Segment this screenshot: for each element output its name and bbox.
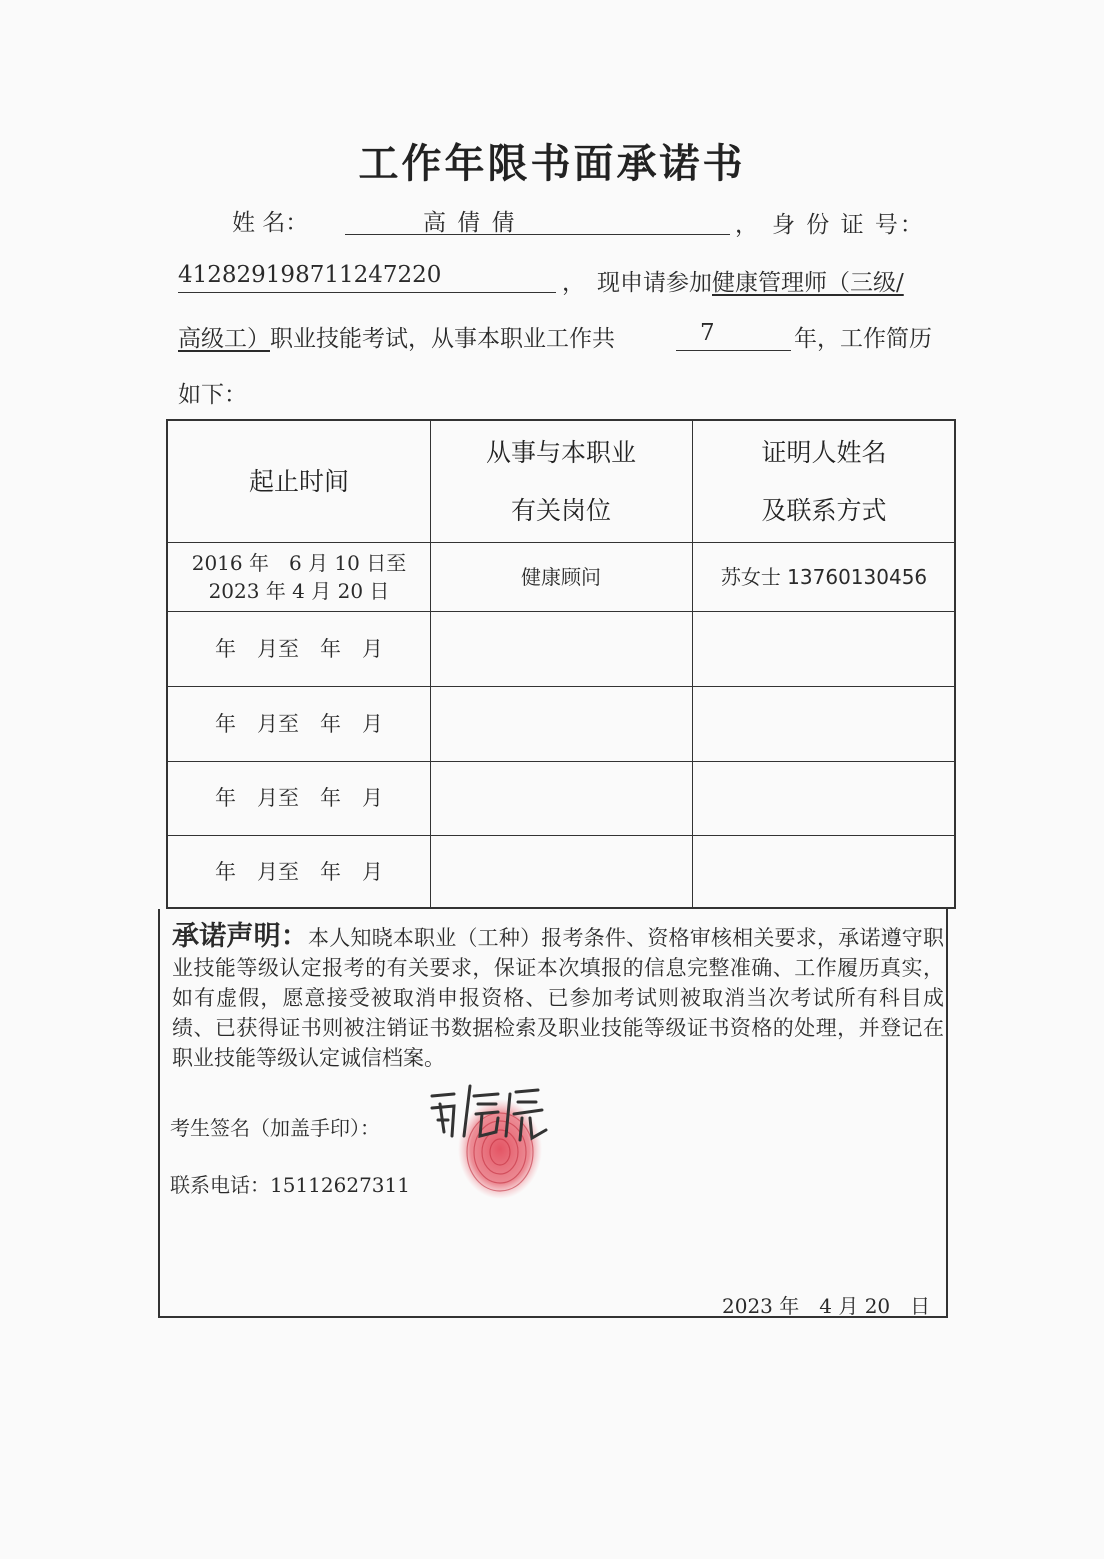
- table-row-2-witness: [692, 611, 956, 686]
- phone-value: 15112627311: [270, 1173, 410, 1197]
- as-follows-text: 如下：: [178, 382, 247, 408]
- table-row-3-period: 年 月至 年 月: [215, 711, 383, 736]
- years-value: 7: [700, 320, 715, 346]
- name-field: [345, 204, 730, 235]
- table-row-3-position: [430, 686, 692, 761]
- table-row-3-witness: [692, 686, 956, 761]
- exam-name-part2: 高级工）: [178, 326, 270, 352]
- declaration-date: 2023 年 4 月 20 日: [722, 1294, 931, 1318]
- header-witness-line2: 及联系方式: [761, 495, 887, 525]
- apply-line: [597, 264, 904, 297]
- period-line1: 2016 年 6 月 10 日至: [191, 550, 407, 575]
- table-row-2-position: [430, 611, 692, 686]
- table-row-4-witness: [692, 761, 956, 835]
- apply-text: 现申请参加: [597, 270, 712, 296]
- declaration-body: 本人知晓本职业（工种）报考条件、资格审核相关要求，承诺遵守职业技能等级认定报考的有关要求，保证本次填报的信息完整准确、工作履历真实，如有虚假，愿意接受被取消申报资格、已参加考试则被取消当次考试所有科目成绩、已获得证书则被注销证书数据检索及职业技能等级证书资格的处理，并登记在职业技能等级认定诚信档案。: [172, 926, 944, 1070]
- work-history-table: [166, 419, 956, 909]
- table-row-1-period: [168, 542, 430, 611]
- id-field: [178, 262, 556, 293]
- table-row-2-period: 年 月至 年 月: [215, 636, 383, 661]
- signature-label: 考生签名（加盖手印）：: [170, 1116, 380, 1140]
- exam-line: [178, 320, 615, 353]
- fingerprint-icon: [458, 1099, 542, 1199]
- header-position-line1: 从事与本职业: [485, 437, 636, 467]
- exam-name-part1: 健康管理师（三级/: [712, 270, 904, 296]
- name-label: 姓 名：: [232, 210, 309, 236]
- table-row-4-period: 年 月至 年 月: [215, 786, 383, 810]
- after-exam-text: 职业技能考试，从事本职业工作共: [270, 326, 615, 352]
- header-period: [168, 421, 430, 542]
- header-position: [430, 421, 692, 542]
- header-witness: [692, 421, 956, 542]
- name-line: [232, 204, 308, 237]
- name-value: 高 倩 倩: [423, 210, 517, 236]
- header-witness-line1: 证明人姓名: [761, 437, 887, 467]
- header-period-text: 起止时间: [248, 466, 349, 496]
- phone-label: 联系电话：: [170, 1173, 270, 1197]
- declaration-text: [172, 922, 944, 1073]
- table-row-5-witness: [692, 835, 956, 909]
- table-row-5-period: 年 月至 年 月: [215, 860, 383, 884]
- document-title: 工作年限书面承诺书: [358, 141, 746, 187]
- table-row-5-position: [430, 835, 692, 909]
- declaration-heading: 承诺声明：: [172, 921, 309, 952]
- table-row-4-position: [430, 761, 692, 835]
- table-row-1-position: 健康顾问: [521, 564, 601, 589]
- table-row-1-witness: 苏女士 13760130456: [720, 564, 928, 589]
- id-comma: ，: [562, 270, 585, 296]
- signature-fingerprint-mark: [418, 1074, 568, 1204]
- phone-line: [170, 1169, 410, 1198]
- years-field: [676, 320, 791, 351]
- name-comma: ，: [735, 212, 758, 238]
- id-label: 身 份 证 号：: [772, 212, 925, 238]
- header-position-line2: 有关岗位: [510, 495, 611, 525]
- period-line2: 2023 年 4 月 20 日: [208, 578, 390, 603]
- id-value: 412829198711247220: [178, 262, 442, 288]
- after-years-text: 年，工作简历: [794, 326, 932, 352]
